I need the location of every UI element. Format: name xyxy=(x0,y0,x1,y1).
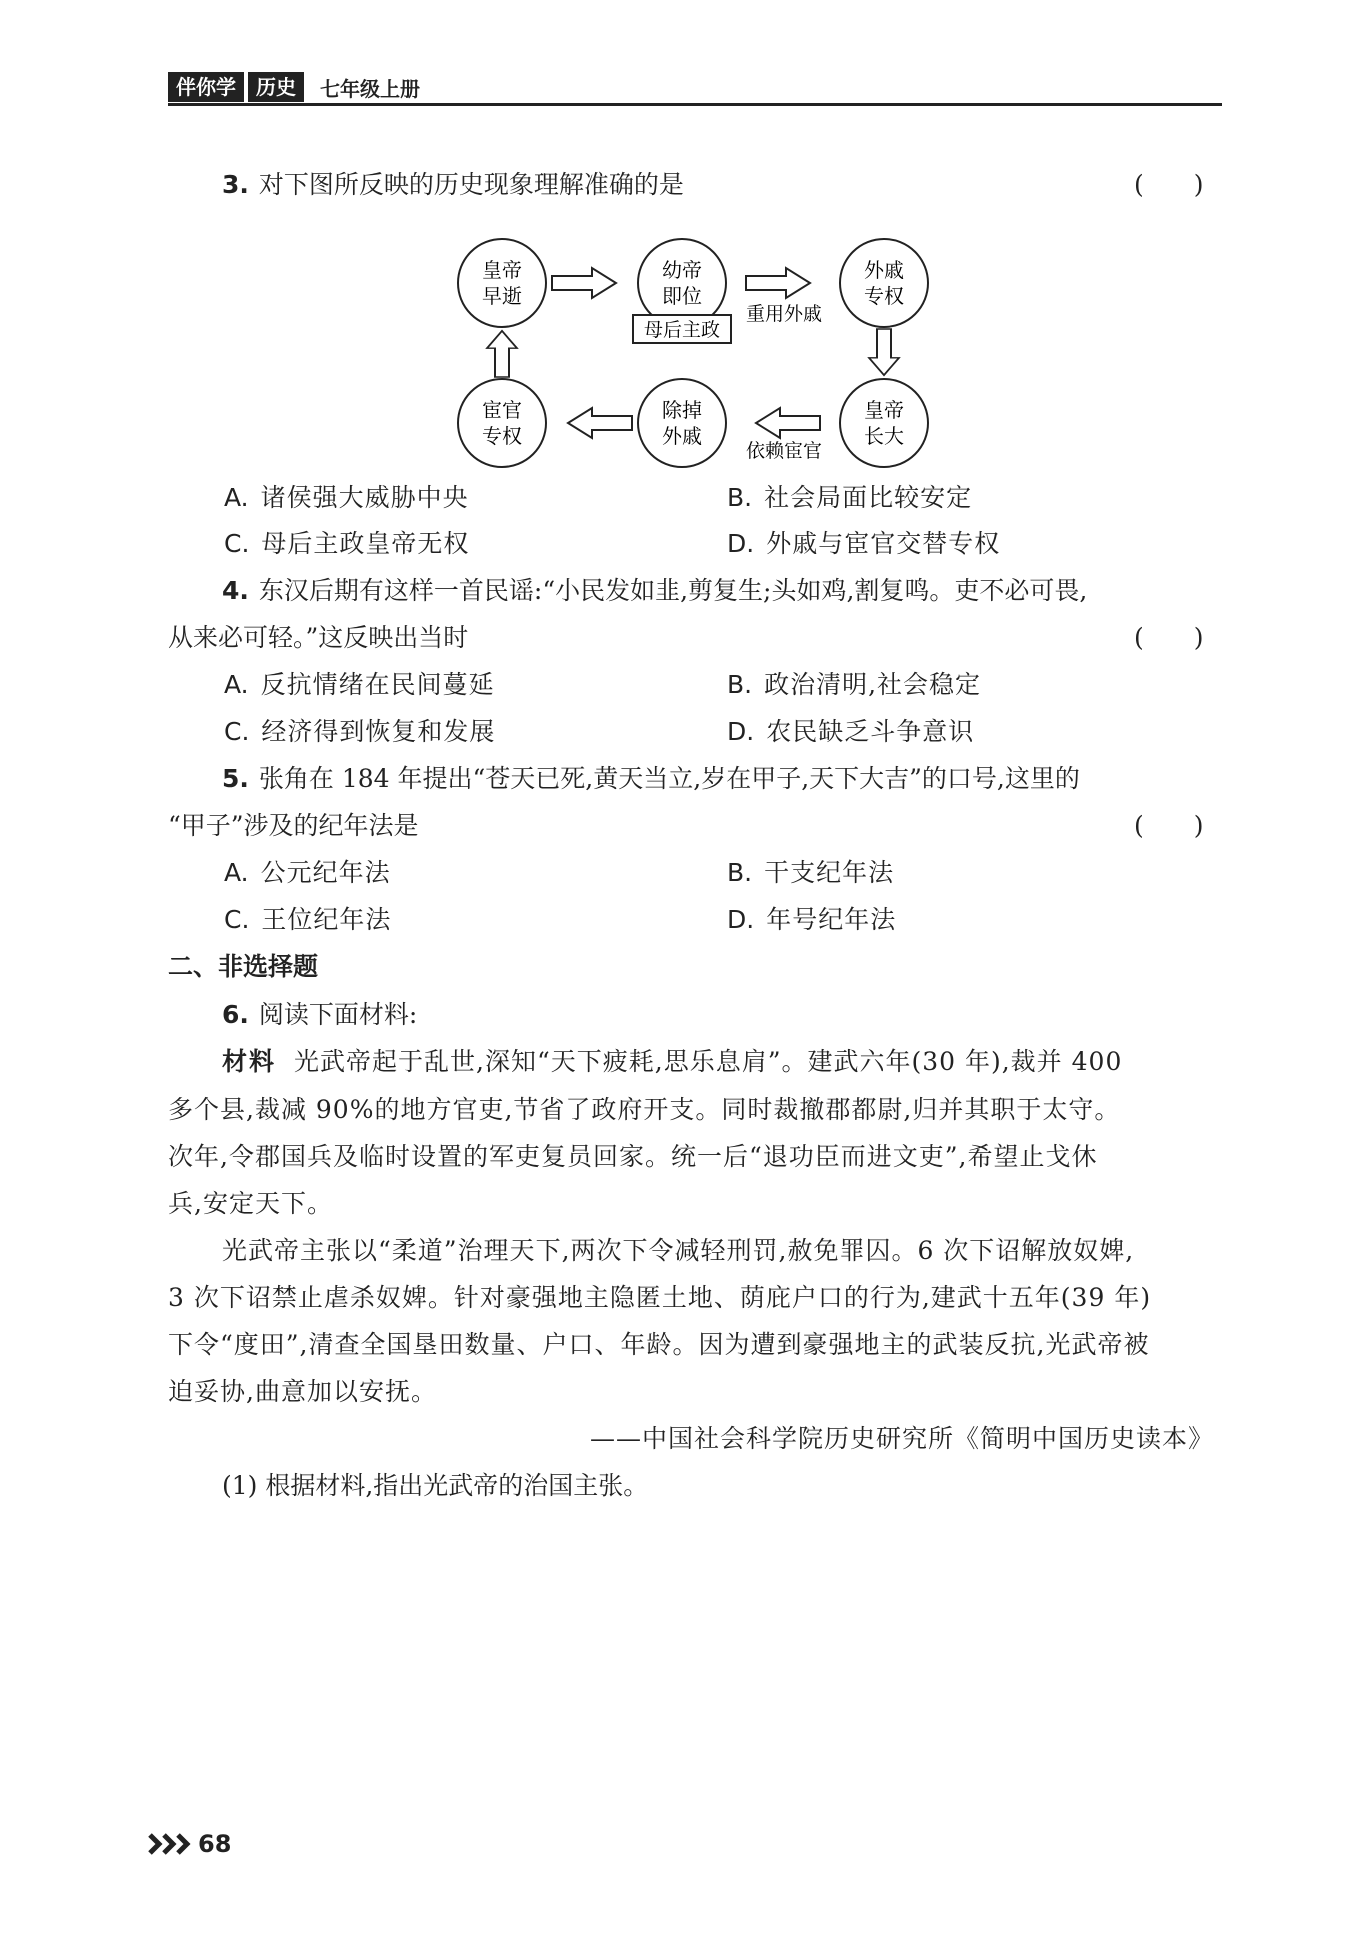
q6-number: 6. xyxy=(222,1000,249,1029)
q3-stem-text: 对下图所反映的历史现象理解准确的是 xyxy=(258,170,684,199)
material-p2-line2: 3 次下诏禁止虐杀奴婢。针对豪强地主隐匿土地、荫庇户口的行为,建武十五年(39 年) xyxy=(168,1283,1152,1312)
material-source: ——中国社会科学院历史研究所《简明中国历史读本》 xyxy=(589,1424,1214,1453)
subject-label: 历史 xyxy=(248,72,304,102)
q4-option-b[interactable]: B. 政治清明,社会稳定 xyxy=(727,670,982,699)
node-emperor-grows-up xyxy=(840,379,928,467)
node-empress-regent-box xyxy=(633,315,731,343)
svg-text:早逝: 早逝 xyxy=(482,284,522,308)
node-consort-power xyxy=(840,239,928,327)
q4-option-a[interactable]: A. 反抗情绪在民间蔓延 xyxy=(224,670,495,699)
q3-answer-paren[interactable]: ( ) xyxy=(1134,170,1204,199)
arrow-right-2-icon xyxy=(746,268,810,298)
q5-number: 5. xyxy=(222,764,249,793)
q3-number: 3. xyxy=(222,170,249,199)
label-rely-consort: 重用外戚 xyxy=(745,303,823,325)
material-p2-line4: 迫妥协,曲意加以安抚。 xyxy=(168,1377,437,1406)
node-young-emperor xyxy=(638,239,726,327)
q3-option-d[interactable]: D. 外戚与宦官交替专权 xyxy=(727,529,1001,558)
arrow-down-icon xyxy=(869,329,899,375)
svg-text:皇帝: 皇帝 xyxy=(482,258,522,282)
q4-option-c[interactable]: C. 经济得到恢复和发展 xyxy=(224,717,496,746)
node-remove-consort xyxy=(638,379,726,467)
material-p2-line1: 光武帝主张以“柔道”治理天下,两次下令减轻刑罚,赦免罪囚。6 次下诏解放奴婢, xyxy=(222,1236,1135,1265)
node-emperor-dies-early xyxy=(458,239,546,327)
svg-text:长大: 长大 xyxy=(864,424,904,448)
q5-option-d[interactable]: D. 年号纪年法 xyxy=(727,905,897,934)
svg-text:外戚: 外戚 xyxy=(662,424,702,448)
q3-option-a[interactable]: A. 诸侯强大威胁中央 xyxy=(224,483,469,512)
chevron-right-icon xyxy=(148,1832,194,1856)
label-rely-eunuch: 依赖宦官 xyxy=(745,440,823,462)
material-p1-line1: 材料 光武帝起于乱世,深知“天下疲耗,思乐息肩”。建武六年(30 年),裁并 400 xyxy=(222,1047,1123,1076)
node-eunuch-power xyxy=(458,379,546,467)
arrow-up-icon xyxy=(487,331,517,377)
q4-stem-line1: 4. 东汉后期有这样一首民谣:“小民发如韭,剪复生;头如鸡,割复鸣。吏不必可畏, xyxy=(222,576,1088,605)
svg-text:皇帝: 皇帝 xyxy=(864,398,904,422)
material-label: 材料 xyxy=(222,1047,277,1076)
q5-stem-line1: 5. 张角在 184 年提出“苍天已死,黄天当立,岁在甲子,天下大吉”的口号,这里的 xyxy=(222,764,1080,793)
svg-text:除掉: 除掉 xyxy=(662,398,702,422)
page-number: 68 xyxy=(198,1830,232,1858)
q3-flow-diagram xyxy=(440,235,960,475)
q4-answer-paren[interactable]: ( ) xyxy=(1134,623,1204,652)
svg-text:母后主政: 母后主政 xyxy=(643,319,721,341)
q5-option-a[interactable]: A. 公元纪年法 xyxy=(224,858,391,887)
svg-text:即位: 即位 xyxy=(662,284,702,308)
material-p2-line3: 下令“度田”,清查全国垦田数量、户口、年龄。因为遭到豪强地主的武装反抗,光武帝被 xyxy=(168,1330,1150,1359)
q5-option-b[interactable]: B. 干支纪年法 xyxy=(727,858,895,887)
header-rule xyxy=(168,103,1222,106)
q3-stem xyxy=(222,168,684,202)
grade-label: 七年级上册 xyxy=(320,76,420,101)
svg-text:宦官: 宦官 xyxy=(482,398,522,422)
q5-stem-line2: “甲子”涉及的纪年法是 xyxy=(168,811,419,840)
q4-number: 4. xyxy=(222,576,249,605)
material-p1-line2: 多个县,裁减 90%的地方官吏,节省了政府开支。同时裁撤郡都尉,归并其职于太守。 xyxy=(168,1095,1121,1124)
svg-text:专权: 专权 xyxy=(864,284,904,308)
material-p1-line4: 兵,安定天下。 xyxy=(168,1189,333,1218)
svg-text:外戚: 外戚 xyxy=(864,258,904,282)
svg-text:幼帝: 幼帝 xyxy=(662,258,702,282)
q6-subquestion-1: (1) 根据材料,指出光武帝的治国主张。 xyxy=(222,1471,649,1500)
section-title: 二、非选择题 xyxy=(168,952,319,981)
page-header xyxy=(168,72,420,102)
q5-answer-paren[interactable]: ( ) xyxy=(1134,811,1204,840)
q3-option-b[interactable]: B. 社会局面比较安定 xyxy=(727,483,973,512)
q5-option-c[interactable]: C. 王位纪年法 xyxy=(224,905,392,934)
arrow-left-2-icon xyxy=(568,408,632,438)
q4-stem-line2: 从来必可轻。”这反映出当时 xyxy=(168,623,469,652)
brand-label: 伴你学 xyxy=(168,72,244,102)
page-footer xyxy=(148,1830,231,1858)
svg-text:专权: 专权 xyxy=(482,424,522,448)
q6-intro: 6. 阅读下面材料: xyxy=(222,1000,418,1029)
q3-option-c[interactable]: C. 母后主政皇帝无权 xyxy=(224,529,470,558)
q4-option-d[interactable]: D. 农民缺乏斗争意识 xyxy=(727,717,975,746)
arrow-left-1-icon xyxy=(756,408,820,438)
material-p1-line3: 次年,令郡国兵及临时设置的军吏复员回家。统一后“退功臣而进文吏”,希望止戈休 xyxy=(168,1142,1098,1171)
arrow-right-1-icon xyxy=(552,268,616,298)
